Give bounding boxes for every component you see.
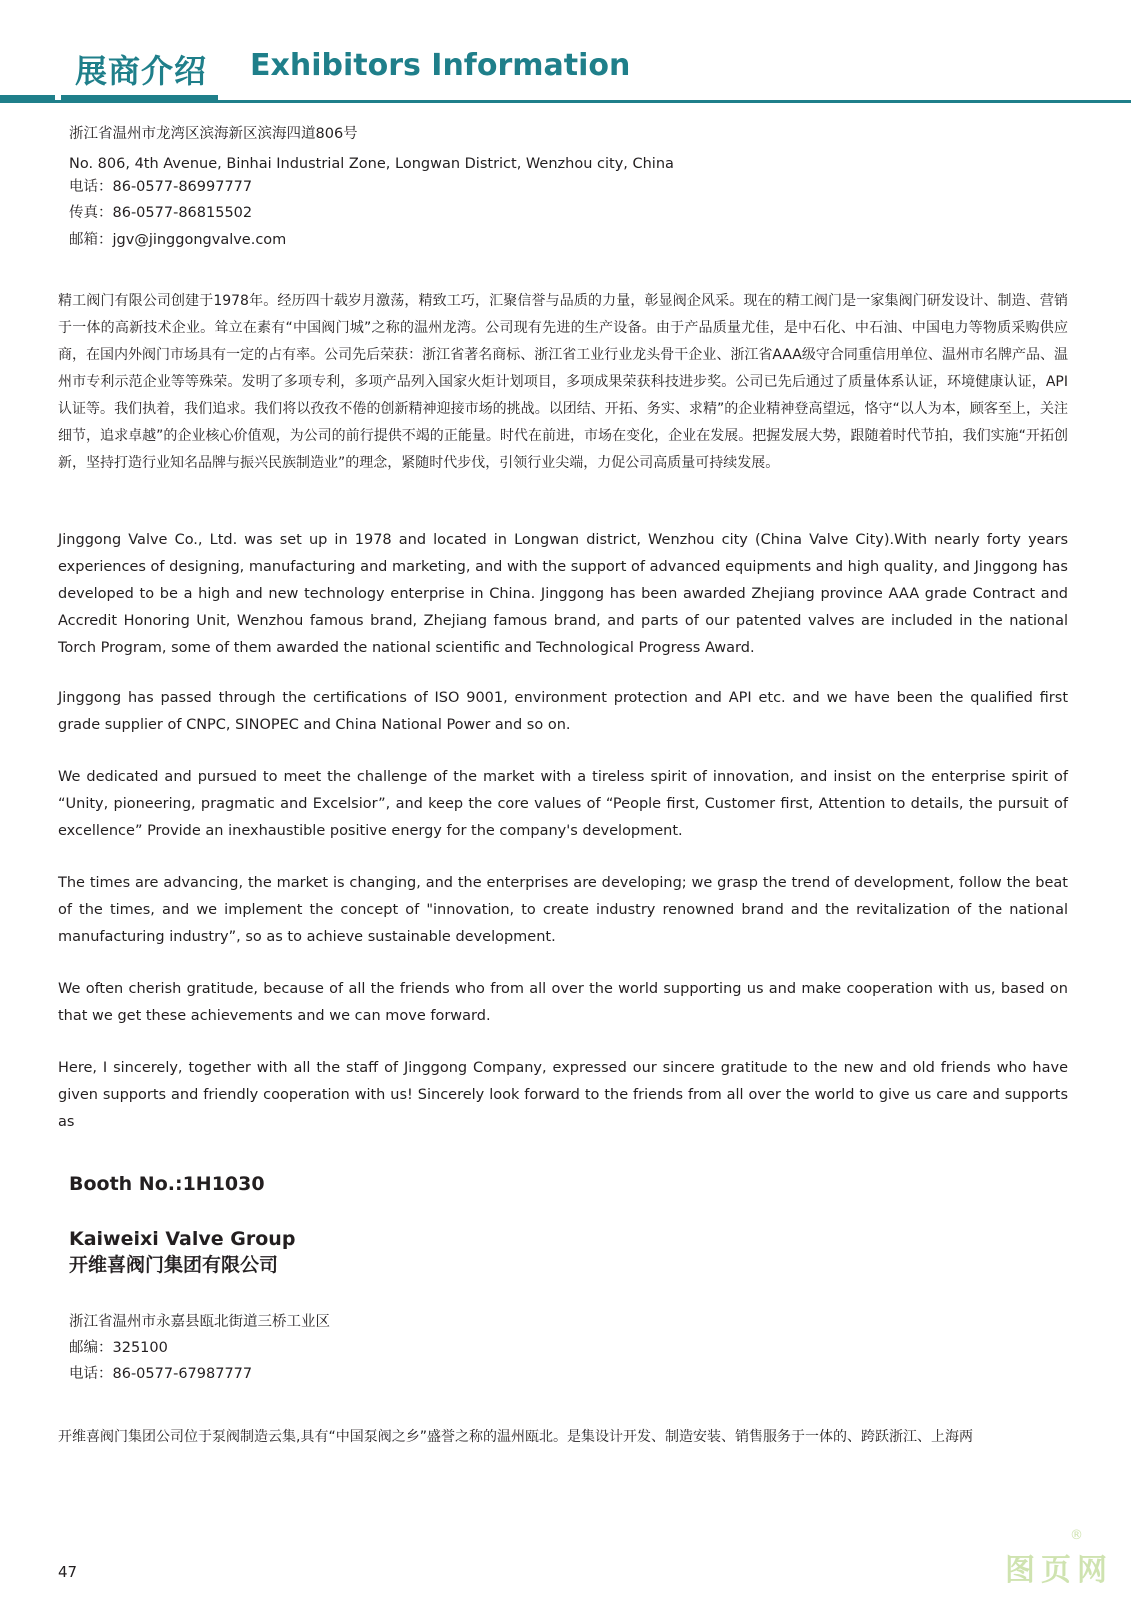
watermark-logo: 图页网 <box>1005 1553 1113 1588</box>
company1-address-en: No. 806, 4th Avenue, Binhai Industrial Zone, Longwan District, Wenzhou city, China <box>69 156 674 172</box>
page-header <box>0 0 1131 110</box>
section-title-en: Exhibitors Information <box>250 48 631 83</box>
company1-gratitude: We often cherish gratitude, because of all the friends who from all over the world supporting us and make cooperation with us, based on that we get these achievements and we can move forward. <box>58 981 1068 1024</box>
company1-email[interactable]: 邮箱：jgv@jinggongvalve.com <box>69 232 287 248</box>
company1-closing: Here, I sincerely, together with all the staff of Jinggong Company, expressed our sincere gratitude to the new and old friends who have given supports and friendly cooperation with us! Sincerely look forward to the friends from all over the world to give us care and supports as <box>58 1060 1068 1130</box>
company2-name-en: Kaiweixi Valve Group <box>69 1228 296 1250</box>
company2-intro-cn: 开维喜阀门集团公司位于泵阀制造云集,具有“中国泵阀之乡”盛誉之称的温州瓯北。是集设计开发、制造安装、销售服务于一体的、跨跃浙江、上海两 <box>58 1429 973 1445</box>
company1-intro-cn: 精工阀门有限公司创建于1978年。经历四十载岁月激荡，精致工巧，汇聚信誉与品质的力量，彰显阀企风采。现在的精工阀门是一家集阀门研发设计、制造、营销于一体的高新技术企业。耸立在素有“中国阀门城”之称的温州龙湾。公司现有先进的生产设备。由于产品质量尤佳，是中石化、中石油、中国电力等物质采购供应商，在国内外阀门市场具有一定的占有率。公司先后荣获：浙江省著名商标、浙江省工业行业龙头骨干企业、浙江省AAA级守合同重信用单位、温州市名牌产品、温州市专利示范企业等等殊荣。发明了多项专利，多项产品列入国家火炬计划项目，多项成果荣获科技进步奖。公司已先后通过了质量体系认证，环境健康认证，API认证等。我们执着，我们追求。我们将以孜孜不倦的创新精神迎接市场的挑战。以团结、开拓、务实、求精”的企业精神登高望远，恪守“以人为本，顾客至上，关注细节，追求卓越”的企业核心价值观，为公司的前行提供不竭的正能量。时代在前进，市场在变化，企业在发展。把握发展大势，跟随着时代节拍，我们实施“开拓创新，坚持打造行业知名品牌与振兴民族制造业”的理念，紧随时代步伐，引领行业尖端，力促公司高质量可持续发展。 <box>58 293 1068 471</box>
header-rule-accent-left <box>0 95 55 103</box>
company2-phone: 电话：86-0577-67987777 <box>69 1366 253 1382</box>
section-title-cn: 展商介绍 <box>75 52 208 90</box>
company2-postcode: 邮编：325100 <box>69 1340 168 1356</box>
company1-development: The times are advancing, the market is changing, and the enterprises are developing; we grasp the trend of development, follow the beat of the times, and we implement the concept of "innovation, to create industry renowned brand and the revitalization of the national manufacturing industry”, so as to achieve sustainable development. <box>58 875 1068 945</box>
company2-address-cn: 浙江省温州市永嘉县瓯北街道三桥工业区 <box>69 1314 330 1330</box>
booth-number: Booth No.:1H1030 <box>69 1173 265 1195</box>
page-number: 47 <box>58 1563 78 1581</box>
company1-certifications: Jinggong has passed through the certifications of ISO 9001, environment protection and API etc. and we have been the qualified first grade supplier of CNPC, SINOPEC and China National Power and so on. <box>58 690 1068 733</box>
header-rule-accent-title <box>61 95 218 103</box>
registered-mark: ® <box>1070 1528 1083 1543</box>
company1-address-cn: 浙江省温州市龙湾区滨海新区滨海四道806号 <box>69 126 358 142</box>
company2-name-cn: 开维喜阀门集团有限公司 <box>69 1254 279 1276</box>
company1-values: We dedicated and pursued to meet the challenge of the market with a tireless spirit of innovation, and insist on the enterprise spirit of “Unity, pioneering, pragmatic and Excelsior”, and keep the core values of “People first, Customer first, Attention to details, the pursuit of excellence” Provide an inexhaustible positive energy for the company's development. <box>58 769 1068 839</box>
company1-phone: 电话：86-0577-86997777 <box>69 179 253 195</box>
company1-fax: 传真：86-0577-86815502 <box>69 205 253 221</box>
company1-intro-en: Jinggong Valve Co., Ltd. was set up in 1978 and located in Longwan district, Wenzhou city (China Valve City).With nearly forty years experiences of designing, manufacturing and marketing, and with the support of advanced equipments and high quality, and Jinggong has developed to be a high and new technology enterprise in China. Jinggong has been awarded Zhejiang province AAA grade Contract and Accredit Honoring Unit, Wenzhou famous brand, Zhejiang famous brand, and parts of our patented valves are included in the national Torch Program, some of them awarded the national scientific and Technological Progress Award. <box>58 532 1068 656</box>
